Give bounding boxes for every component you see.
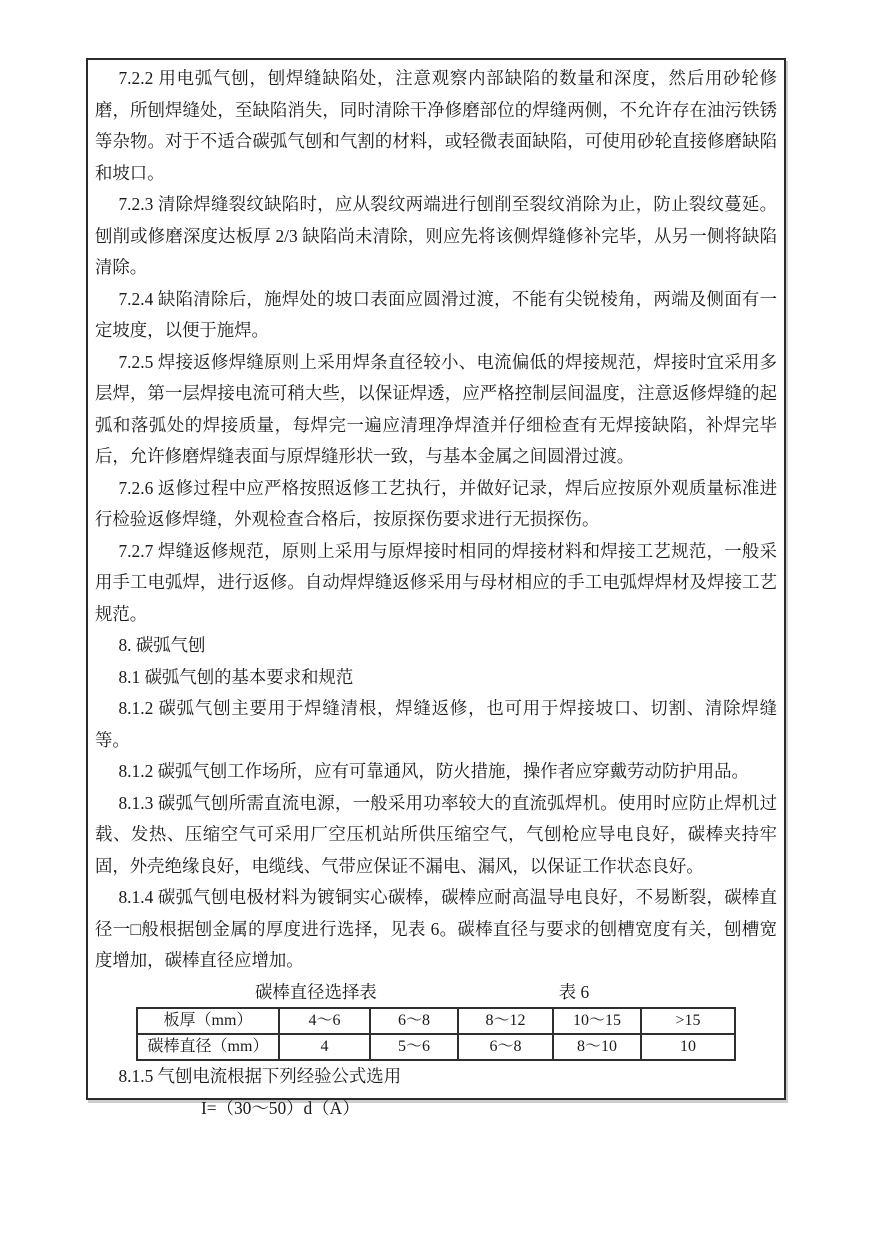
paragraph-8-1-2-a: 8.1.2 碳弧气刨主要用于焊缝清根，焊缝返修，也可用于焊接坡口、切割、清除焊缝等。 (95, 698, 777, 750)
table-caption-title: 碳棒直径选择表 (255, 981, 377, 1002)
paragraph-7-2-4: 7.2.4 缺陷清除后，施焊处的坡口表面应圆滑过渡，不能有尖锐棱角，两端及侧面有一定坡度，以便于施焊。 (95, 288, 777, 340)
paragraph-7-2-5: 7.2.5 焊接返修焊缝原则上采用焊条直径较小、电流偏低的焊接规范，焊接时宜采用多层焊，第一层焊接电流可稍大些，以保证焊透，应严格控制层间温度，注意返修焊缝的起弧和落弧处的焊接质量，每焊完一遍应清理净焊渣并仔细检查有无焊接缺陷，补焊完毕后，允许修磨焊缝表面与原焊缝形状一致，与基本金属之间圆滑过渡。 (95, 351, 777, 466)
table-cell: 10 (641, 1034, 735, 1060)
paragraph-7-2-3: 7.2.3 清除焊缝裂纹缺陷时，应从裂纹两端进行刨削至裂纹消除为止，防止裂纹蔓延。刨削或修磨深度达板厚 2/3 缺陷尚未清除，则应先将该侧焊缝修补完毕，从另一侧将缺陷清除。 (95, 194, 777, 277)
table-cell: 10～15 (553, 1008, 641, 1034)
table-cell: 4 (279, 1034, 370, 1060)
heading-8: 8. 碳弧气刨 (118, 635, 206, 655)
table-cell: 4～6 (279, 1008, 370, 1034)
table-cell: 6～8 (370, 1008, 458, 1034)
table-row (137, 1008, 735, 1034)
paragraph-7-2-2: 7.2.2 用电弧气刨，刨焊缝缺陷处，注意观察内部缺陷的数量和深度，然后用砂轮修磨，所刨焊缝处，至缺陷消失，同时清除干净修磨部位的焊缝两侧，不允许存在油污铁锈等杂物。对于不适合碳弧气刨和气割的材料，或轻微表面缺陷，可使用砂轮直接修磨缺陷和坡口。 (95, 68, 777, 183)
paragraph-8-1-4: 8.1.4 碳弧气刨电极材料为镀铜实心碳棒，碳棒应耐高温导电良好，不易断裂，碳棒直径一□般根据刨金属的厚度进行选择，见表 6。碳棒直径与要求的刨槽宽度有关，刨槽宽度增加，碳棒直径应增加。 (95, 887, 777, 970)
paragraph-7-2-7: 7.2.7 焊缝返修规范，原则上采用与原焊接时相同的焊接材料和焊接工艺规范，一般采用手工电弧焊，进行返修。自动焊焊缝返修采用与母材相应的手工电弧焊焊材及焊接工艺规范。 (95, 540, 777, 624)
table-cell: 碳棒直径（mm） (137, 1034, 279, 1060)
paragraph-7-2-6: 7.2.6 返修过程中应严格按照返修工艺执行，并做好记录，焊后应按原外观质量标准进行检验返修焊缝，外观检查合格后，按原探伤要求进行无损探伤。 (95, 477, 777, 529)
table-cell: 8～10 (553, 1034, 641, 1060)
table-cell: 8～12 (458, 1008, 553, 1034)
paragraph-8-1-3: 8.1.3 碳弧气刨所需直流电源，一般采用功率较大的直流弧焊机。使用时应防止焊机过载、发热、压缩空气可采用厂空压机站所供压缩空气，气刨枪应导电良好，碳棒夹持牢固，外壳绝缘良好，电缆线、气带应保证不漏电、漏风，以保证工作状态良好。 (95, 792, 777, 876)
gouging-current-formula: I=（30～50）d（A） (201, 1098, 360, 1118)
table-caption-row (95, 977, 777, 1007)
heading-8-1: 8.1 碳弧气刨的基本要求和规范 (118, 666, 354, 687)
table-row (137, 1034, 735, 1060)
carbon-rod-diameter-table (136, 1007, 736, 1061)
page-border-frame (86, 58, 786, 1118)
paragraph-8-1-2-b: 8.1.2 碳弧气刨工作场所，应有可靠通风，防火措施，操作者应穿戴劳动防护用品。 (118, 761, 749, 781)
table-cell: 板厚（mm） (137, 1008, 279, 1034)
table-cell: 5～6 (370, 1034, 458, 1060)
table-caption-number: 表 6 (558, 981, 590, 1002)
paragraph-8-1-5: 8.1.5 气刨电流根据下列经验公式选用 (118, 1065, 402, 1086)
table-cell: 6～8 (458, 1034, 553, 1060)
table-cell: >15 (641, 1008, 735, 1034)
